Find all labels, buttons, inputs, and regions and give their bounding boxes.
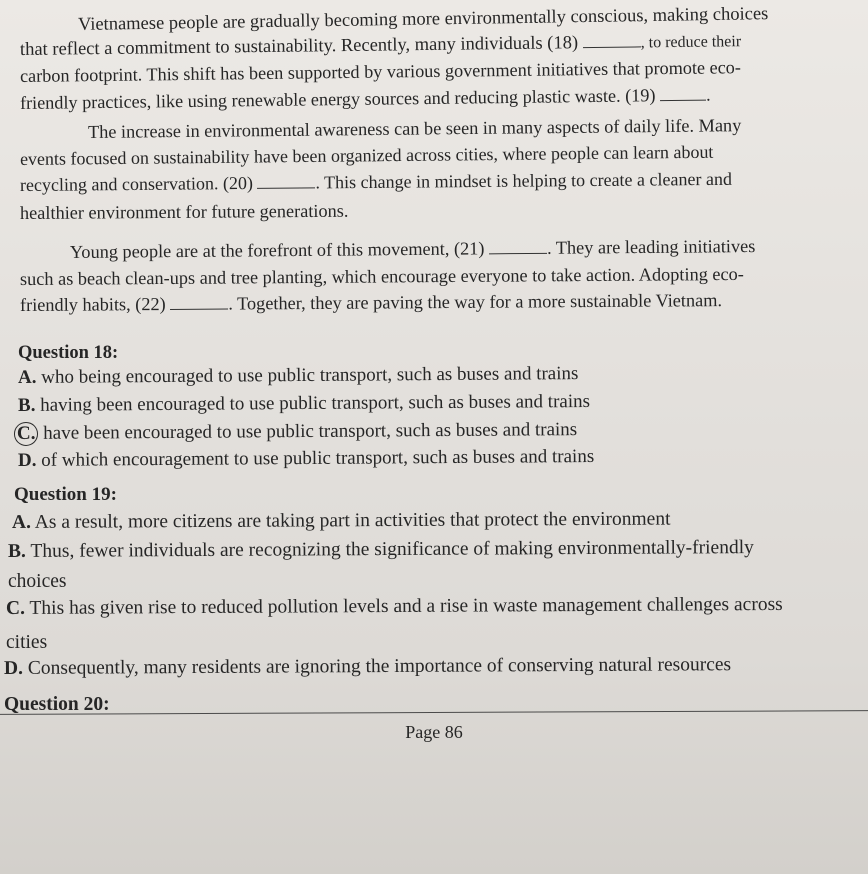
- option-letter: A.: [11, 511, 32, 533]
- blank-18: [583, 32, 641, 48]
- blank-20: [257, 173, 315, 189]
- passage-text: recycling and conservation. (20): [19, 172, 254, 195]
- option-text: of which encouragement to use public transport, such as buses and trains: [41, 445, 595, 471]
- option-19-b-cont: [8, 571, 66, 593]
- passage-text: Vietnamese people are gradually becoming more environmentally conscious, making choices: [77, 4, 769, 35]
- passage-line: [20, 200, 349, 224]
- option-18-a[interactable]: [18, 363, 579, 389]
- option-letter: B.: [17, 394, 36, 416]
- option-19-c-cont: [6, 632, 47, 654]
- passage-text: , to reduce their: [640, 33, 742, 52]
- option-19-c[interactable]: [6, 594, 783, 620]
- passage-line: [20, 84, 711, 114]
- option-19-b[interactable]: [8, 537, 754, 563]
- question-title: Question 20:: [4, 694, 110, 715]
- option-text: Consequently, many residents are ignoring the importance of conserving natural resources: [27, 654, 732, 679]
- passage-text: . They are leading initiatives: [546, 236, 756, 258]
- passage-line: [20, 56, 741, 87]
- option-18-d[interactable]: [18, 446, 594, 472]
- circled-answer-mark: C.: [14, 422, 39, 446]
- option-letter: B.: [7, 540, 26, 562]
- blank-21: [489, 239, 547, 255]
- question-19-title: [14, 484, 117, 506]
- option-letter: D.: [17, 449, 37, 471]
- passage-line: [20, 289, 722, 316]
- option-text: cities: [6, 632, 48, 653]
- option-18-b[interactable]: [18, 391, 590, 417]
- option-19-d[interactable]: [4, 654, 731, 680]
- passage-line: [70, 235, 756, 263]
- option-letter: A.: [17, 366, 37, 388]
- option-text: As a result, more citizens are taking part in activities that protect the environment: [34, 508, 671, 533]
- passage-text: .: [705, 84, 711, 105]
- passage-text: that reflect a commitment to sustainability. Recently, many individuals (18): [19, 33, 579, 60]
- passage-line: [20, 141, 714, 170]
- passage-text: . This change in mindset is helping to create a cleaner and: [315, 168, 733, 193]
- passage-text: carbon footprint. This shift has been supported by various government initiatives that promote eco-: [19, 57, 742, 86]
- option-text: have been encouraged to use public transport, such as buses and trains: [43, 419, 578, 444]
- option-letter: D.: [3, 657, 24, 679]
- passage-text: such as beach clean-ups and tree planting, which encourage everyone to take action. Adopting eco-: [19, 263, 744, 289]
- page-number: Page 86: [405, 722, 463, 742]
- passage-text: friendly practices, like using renewable energy sources and reducing plastic waste. (19): [19, 85, 656, 113]
- passage-line: [20, 263, 744, 290]
- option-text: choices: [8, 571, 67, 592]
- passage-text: healthier environment for future generations.: [19, 200, 349, 223]
- passage-line: [88, 114, 742, 143]
- option-19-a[interactable]: [12, 509, 671, 534]
- option-18-c[interactable]: [18, 418, 577, 446]
- option-letter: C.: [5, 597, 26, 619]
- question-title: Question 19:: [14, 484, 117, 505]
- blank-22: [170, 295, 228, 310]
- passage-text: The increase in environmental awareness can be seen in many aspects of daily life. Many: [87, 115, 742, 142]
- divider: [0, 710, 868, 715]
- option-text: Thus, fewer individuals are recognizing the significance of making environmentally-friendly: [30, 537, 754, 562]
- option-text: This has given rise to reduced pollution levels and a rise in waste management challenges across: [29, 593, 783, 619]
- passage-text: events focused on sustainability have been organized across cities, where people can learn about: [19, 141, 714, 169]
- passage-text: . Together, they are paving the way for a more sustainable Vietnam.: [228, 290, 723, 314]
- blank-19: [660, 86, 706, 102]
- question-title: Question 18:: [18, 343, 119, 363]
- passage-text: friendly habits, (22): [19, 293, 166, 315]
- passage-text: Young people are at the forefront of this movement, (21): [69, 238, 485, 262]
- question-18-title: [18, 342, 118, 364]
- passage-line: [20, 168, 732, 196]
- option-text: who being encouraged to use public transport, such as buses and trains: [41, 363, 579, 388]
- option-text: having been encouraged to use public transport, such as buses and trains: [40, 391, 591, 416]
